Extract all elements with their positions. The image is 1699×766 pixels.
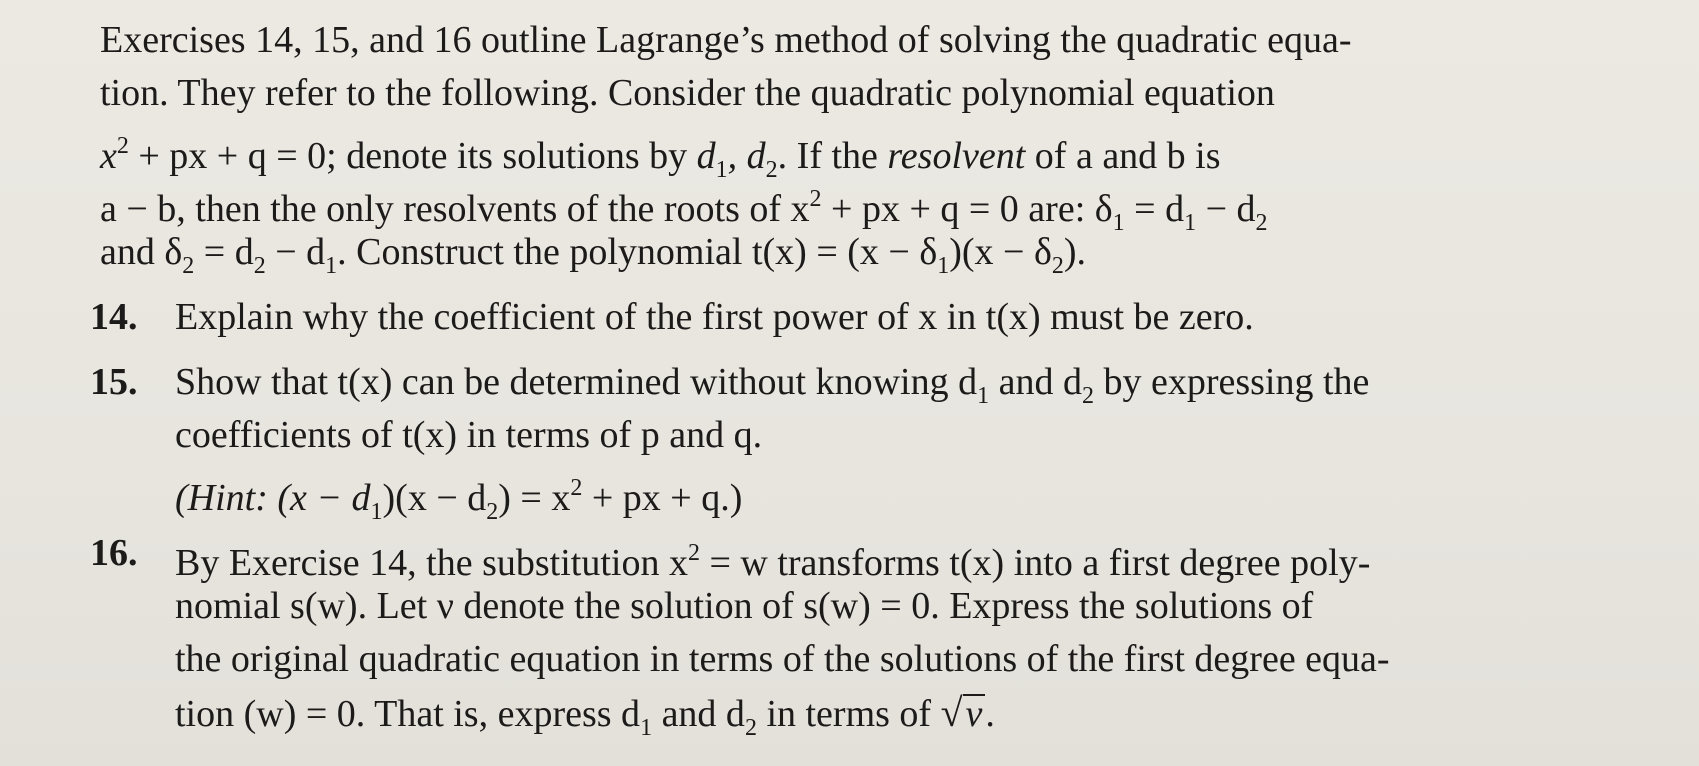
equation-text: − d — [1196, 188, 1256, 230]
exercise-16-line-4 — [175, 686, 1659, 739]
sentence-text: and δ — [100, 231, 183, 273]
subscript: 2 — [486, 499, 499, 525]
equation-text: + px + q.) — [582, 477, 743, 519]
subscript: 1 — [370, 499, 383, 525]
term-resolvent: resolvent — [887, 135, 1026, 177]
sentence-text: Show that t(x) can be determined without knowing d — [175, 361, 978, 403]
exercise-14-line-1: Explain why the coefficient of the first power of x in t(x) must be zero. — [175, 296, 1254, 338]
sentence-text: . If the — [777, 135, 888, 177]
subscript: 2 — [253, 253, 266, 279]
intro-line-1: Exercises 14, 15, and 16 outline Lagrange’s method of solving the quadratic equa- — [100, 19, 1352, 61]
intro-line-2: tion. They refer to the following. Consider the quadratic polynomial equation — [100, 72, 1275, 114]
sentence-text: tion (w) = 0. That is, express d — [175, 693, 641, 735]
exercise-15-hint — [175, 462, 1659, 525]
superscript: 2 — [687, 540, 700, 566]
sentence-text: and d — [989, 361, 1082, 403]
sentence-text: by expressing the — [1093, 361, 1370, 403]
subscript: 2 — [744, 715, 757, 741]
equation-text: )(x − δ — [949, 231, 1052, 273]
subscript: 2 — [1255, 210, 1268, 236]
superscript: 2 — [809, 186, 822, 212]
math-d: , d — [727, 135, 766, 177]
sentence-text: By Exercise 14, the substitution x — [175, 542, 688, 584]
sentence-text: = w transforms t(x) into a first degree poly- — [699, 542, 1371, 584]
exercise-number: 14. — [90, 296, 138, 338]
intro-paragraph — [100, 14, 1659, 279]
equation-text: − d — [265, 231, 326, 273]
equation-text: + px + q = 0; denote its solutions by — [128, 135, 697, 177]
exercise-16-line-1 — [175, 527, 1659, 584]
equation-text: + px + q = 0 are: δ — [821, 188, 1113, 230]
intro-line-3 — [100, 120, 1659, 183]
square-root-symbol: √ — [940, 690, 963, 735]
subscript: 1 — [937, 253, 950, 279]
exercise-15 — [90, 356, 1659, 525]
exercise-14 — [90, 291, 1659, 344]
equation-text: )(x − d — [382, 477, 487, 519]
exercise-number: 15. — [90, 361, 138, 403]
subscript: 1 — [325, 253, 338, 279]
equation-text: ) = x — [498, 477, 571, 519]
equation-text: ). — [1063, 231, 1087, 273]
subscript: 2 — [1081, 383, 1094, 409]
subscript: 1 — [715, 157, 728, 183]
equation-text: = d — [1124, 188, 1185, 230]
exercise-16-line-3: the original quadratic equation in terms of the solutions of the first degree equa- — [175, 638, 1390, 680]
sentence-text: a − b, then the only resolvents of the roots of x — [100, 188, 810, 230]
exercise-16-line-2: nomial s(w). Let ν denote the solution of s(w) = 0. Express the solutions of — [175, 585, 1314, 627]
sentence-text: of a and b is — [1025, 135, 1221, 177]
superscript: 2 — [570, 475, 583, 501]
intro-line-4 — [100, 173, 1659, 236]
sentence-text: . — [985, 693, 995, 735]
exercise-15-line-1 — [175, 356, 1659, 409]
equation-text: = d — [194, 231, 254, 273]
exercise-16 — [90, 527, 1659, 741]
sentence-text: and d — [652, 693, 745, 735]
sentence-text: in terms of — [756, 693, 941, 735]
subscript: 2 — [1051, 253, 1064, 279]
math-d: d — [696, 135, 716, 177]
sentence-text: . Construct the polynomial t(x) = (x − δ — [337, 231, 938, 273]
hint-text: (Hint: (x − d — [175, 477, 371, 519]
subscript: 2 — [182, 253, 195, 279]
intro-line-5 — [100, 226, 1659, 279]
subscript: 2 — [765, 157, 778, 183]
superscript: 2 — [116, 133, 129, 159]
subscript: 1 — [1112, 210, 1125, 236]
subscript: 1 — [1184, 210, 1197, 236]
subscript: 1 — [977, 383, 990, 409]
exercise-number: 16. — [90, 532, 138, 574]
radicand-nu: ν — [963, 694, 986, 732]
exercise-15-line-2: coefficients of t(x) in terms of p and q. — [175, 414, 763, 456]
subscript: 1 — [640, 715, 653, 741]
math-x: x — [100, 135, 117, 177]
